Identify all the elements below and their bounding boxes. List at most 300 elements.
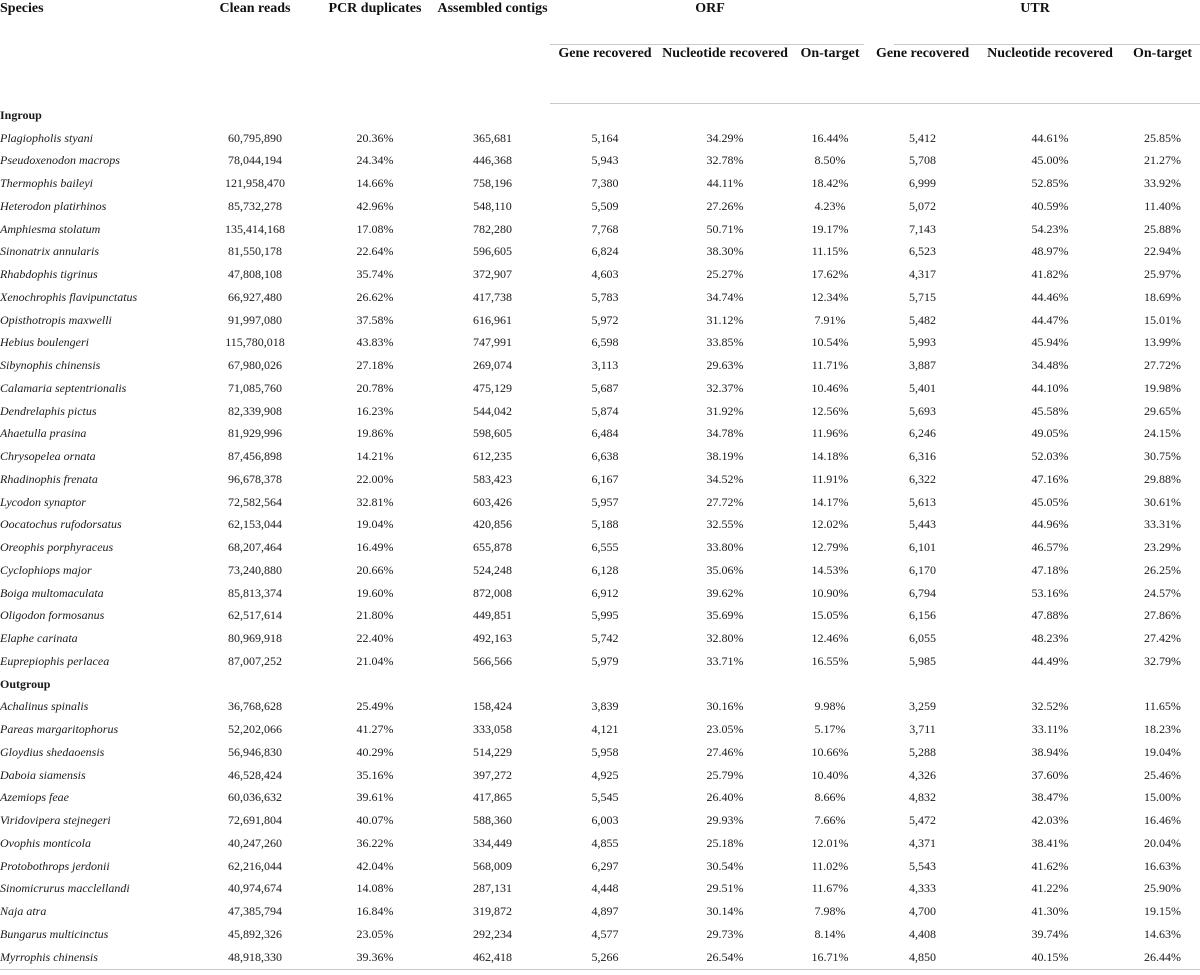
cell-pcr-duplicates: 14.21% bbox=[356, 449, 394, 464]
cell-orf-on-target: 8.66% bbox=[814, 790, 846, 805]
cell-orf-on-target: 16.44% bbox=[811, 130, 849, 145]
cell-orf-gene-recovered: 5,957 bbox=[591, 494, 619, 509]
cell-orf-nucleotide-recovered: 38.30% bbox=[706, 244, 744, 259]
cell-pcr-duplicates: 16.84% bbox=[356, 904, 394, 919]
cell-clean-reads: 91,997,080 bbox=[228, 312, 282, 327]
cell-utr-on-target: 15.00% bbox=[1144, 790, 1182, 805]
cell-clean-reads: 121,958,470 bbox=[225, 176, 285, 191]
cell-utr-on-target: 25.46% bbox=[1144, 767, 1182, 782]
cell-utr-nucleotide-recovered: 53.16% bbox=[1031, 585, 1069, 600]
cell-clean-reads: 78,044,194 bbox=[228, 153, 282, 168]
table-row bbox=[0, 400, 1200, 423]
cell-orf-on-target: 14.17% bbox=[811, 494, 849, 509]
cell-orf-on-target: 4.23% bbox=[814, 198, 846, 213]
header-utr-on-target: On-target bbox=[1125, 45, 1200, 104]
table-row bbox=[0, 832, 1200, 855]
cell-orf-on-target: 15.05% bbox=[811, 608, 849, 623]
cell-utr-on-target: 20.04% bbox=[1144, 835, 1182, 850]
cell-utr-gene-recovered: 5,412 bbox=[909, 130, 937, 145]
cell-species: Cyclophiops major bbox=[0, 562, 92, 577]
cell-orf-on-target: 7.66% bbox=[814, 813, 846, 828]
cell-orf-nucleotide-recovered: 33.80% bbox=[706, 540, 744, 555]
cell-clean-reads: 81,929,996 bbox=[228, 426, 282, 441]
table-row bbox=[0, 809, 1200, 832]
cell-utr-nucleotide-recovered: 42.03% bbox=[1031, 813, 1069, 828]
cell-utr-on-target: 27.72% bbox=[1144, 358, 1182, 373]
cell-orf-gene-recovered: 6,555 bbox=[591, 540, 619, 555]
cell-utr-gene-recovered: 4,832 bbox=[909, 790, 937, 805]
cell-clean-reads: 66,927,480 bbox=[228, 289, 282, 304]
cell-clean-reads: 52,202,066 bbox=[228, 722, 282, 737]
cell-orf-gene-recovered: 4,925 bbox=[591, 767, 619, 782]
cell-assembled-contigs: 292,234 bbox=[473, 926, 512, 941]
cell-clean-reads: 62,517,614 bbox=[228, 608, 282, 623]
cell-clean-reads: 96,678,378 bbox=[228, 471, 282, 486]
cell-orf-nucleotide-recovered: 39.62% bbox=[706, 585, 744, 600]
cell-utr-gene-recovered: 4,850 bbox=[870, 946, 975, 969]
cell-orf-gene-recovered: 5,545 bbox=[591, 790, 619, 805]
cell-clean-reads: 47,808,108 bbox=[228, 267, 282, 282]
cell-utr-nucleotide-recovered: 49.05% bbox=[1031, 426, 1069, 441]
cell-utr-nucleotide-recovered: 41.62% bbox=[1031, 858, 1069, 873]
cell-orf-nucleotide-recovered: 31.92% bbox=[706, 403, 744, 418]
cell-pcr-duplicates: 19.86% bbox=[356, 426, 394, 441]
group-label: Outgroup bbox=[0, 676, 51, 691]
cell-utr-nucleotide-recovered: 44.49% bbox=[1031, 653, 1069, 668]
cell-utr-on-target: 22.94% bbox=[1144, 244, 1182, 259]
cell-assembled-contigs: 492,163 bbox=[473, 631, 512, 646]
cell-orf-on-target: 8.14% bbox=[814, 926, 846, 941]
cell-utr-on-target: 27.42% bbox=[1144, 631, 1182, 646]
cell-utr-on-target: 26.44% bbox=[1125, 946, 1200, 969]
cell-utr-gene-recovered: 4,326 bbox=[909, 767, 937, 782]
cell-orf-nucleotide-recovered: 33.85% bbox=[706, 335, 744, 350]
cell-species: Ahaetulla prasina bbox=[0, 426, 87, 441]
cell-species: Plagiopholis styani bbox=[0, 130, 93, 145]
cell-clean-reads: 81,550,178 bbox=[228, 244, 282, 259]
cell-orf-on-target: 5.17% bbox=[814, 722, 846, 737]
header-orf-on-target: On-target bbox=[790, 45, 870, 104]
cell-orf-gene-recovered: 6,297 bbox=[591, 858, 619, 873]
cell-utr-on-target: 30.61% bbox=[1144, 494, 1182, 509]
cell-utr-on-target: 24.57% bbox=[1144, 585, 1182, 600]
cell-orf-on-target: 7.91% bbox=[814, 312, 846, 327]
cell-clean-reads: 36,768,628 bbox=[228, 699, 282, 714]
cell-utr-on-target: 25.85% bbox=[1144, 130, 1182, 145]
cell-orf-nucleotide-recovered: 25.27% bbox=[706, 267, 744, 282]
cell-utr-gene-recovered: 7,143 bbox=[909, 221, 937, 236]
cell-assembled-contigs: 603,426 bbox=[473, 494, 512, 509]
cell-orf-nucleotide-recovered: 25.18% bbox=[706, 835, 744, 850]
cell-assembled-contigs: 397,272 bbox=[473, 767, 512, 782]
cell-orf-gene-recovered: 5,972 bbox=[591, 312, 619, 327]
cell-orf-on-target: 19.17% bbox=[811, 221, 849, 236]
cell-utr-nucleotide-recovered: 44.61% bbox=[1031, 130, 1069, 145]
cell-utr-nucleotide-recovered: 38.41% bbox=[1031, 835, 1069, 850]
cell-utr-gene-recovered: 5,708 bbox=[909, 153, 937, 168]
table-row bbox=[0, 241, 1200, 264]
cell-assembled-contigs: 782,280 bbox=[473, 221, 512, 236]
cell-assembled-contigs: 583,423 bbox=[473, 471, 512, 486]
table-row bbox=[0, 582, 1200, 605]
cell-utr-nucleotide-recovered: 34.48% bbox=[1031, 358, 1069, 373]
cell-assembled-contigs: 758,196 bbox=[473, 176, 512, 191]
cell-pcr-duplicates: 22.40% bbox=[356, 631, 394, 646]
cell-species: Achalinus spinalis bbox=[0, 699, 89, 714]
cell-species: Heterodon platirhinos bbox=[0, 198, 107, 213]
cell-utr-gene-recovered: 6,794 bbox=[909, 585, 937, 600]
cell-pcr-duplicates: 16.23% bbox=[356, 403, 394, 418]
cell-orf-on-target: 11.67% bbox=[811, 881, 849, 896]
header-orf: ORF bbox=[550, 0, 870, 45]
cell-orf-gene-recovered: 5,164 bbox=[591, 130, 619, 145]
cell-clean-reads: 135,414,168 bbox=[225, 221, 285, 236]
table-row bbox=[0, 423, 1200, 446]
table-row bbox=[0, 514, 1200, 537]
table-row bbox=[0, 696, 1200, 719]
cell-pcr-duplicates: 41.27% bbox=[356, 722, 394, 737]
cell-orf-gene-recovered: 5,509 bbox=[591, 198, 619, 213]
cell-species: Thermophis baileyi bbox=[0, 176, 93, 191]
cell-orf-on-target: 12.56% bbox=[811, 403, 849, 418]
cell-assembled-contigs: 616,961 bbox=[473, 312, 512, 327]
cell-clean-reads: 62,216,044 bbox=[228, 858, 282, 873]
cell-orf-on-target: 11.91% bbox=[811, 471, 849, 486]
cell-orf-nucleotide-recovered: 29.51% bbox=[706, 881, 744, 896]
cell-orf-nucleotide-recovered: 30.54% bbox=[706, 858, 744, 873]
cell-utr-nucleotide-recovered: 45.94% bbox=[1031, 335, 1069, 350]
cell-utr-nucleotide-recovered: 44.96% bbox=[1031, 517, 1069, 532]
cell-orf-nucleotide-recovered: 23.05% bbox=[706, 722, 744, 737]
cell-assembled-contigs: 417,738 bbox=[473, 289, 512, 304]
header-species: Species bbox=[0, 1, 44, 16]
cell-utr-on-target: 25.88% bbox=[1144, 221, 1182, 236]
cell-species: Calamaria septentrionalis bbox=[0, 380, 127, 395]
cell-utr-on-target: 30.75% bbox=[1144, 449, 1182, 464]
cell-utr-on-target: 18.23% bbox=[1144, 722, 1182, 737]
table-row bbox=[0, 468, 1200, 491]
table-row bbox=[0, 764, 1200, 787]
cell-orf-nucleotide-recovered: 38.19% bbox=[706, 449, 744, 464]
cell-utr-nucleotide-recovered: 47.16% bbox=[1031, 471, 1069, 486]
cell-utr-gene-recovered: 5,072 bbox=[909, 198, 937, 213]
cell-utr-on-target: 19.98% bbox=[1144, 380, 1182, 395]
table-row bbox=[0, 263, 1200, 286]
table-row bbox=[0, 172, 1200, 195]
table-row bbox=[0, 787, 1200, 810]
table-row bbox=[0, 536, 1200, 559]
cell-species: Dendrelaphis pictus bbox=[0, 403, 97, 418]
cell-orf-gene-recovered: 4,897 bbox=[591, 904, 619, 919]
cell-utr-nucleotide-recovered: 54.23% bbox=[1031, 221, 1069, 236]
table-body bbox=[0, 104, 1200, 970]
cell-clean-reads: 68,207,464 bbox=[228, 540, 282, 555]
cell-utr-gene-recovered: 6,523 bbox=[909, 244, 937, 259]
cell-assembled-contigs: 598,605 bbox=[473, 426, 512, 441]
cell-orf-nucleotide-recovered: 31.12% bbox=[706, 312, 744, 327]
cell-utr-nucleotide-recovered: 46.57% bbox=[1031, 540, 1069, 555]
table-row bbox=[0, 900, 1200, 923]
cell-assembled-contigs: 475,129 bbox=[473, 380, 512, 395]
cell-clean-reads: 87,007,252 bbox=[228, 653, 282, 668]
cell-pcr-duplicates: 35.74% bbox=[356, 267, 394, 282]
cell-orf-nucleotide-recovered: 50.71% bbox=[706, 221, 744, 236]
cell-pcr-duplicates: 27.18% bbox=[356, 358, 394, 373]
cell-pcr-duplicates: 32.81% bbox=[356, 494, 394, 509]
cell-orf-nucleotide-recovered: 34.74% bbox=[706, 289, 744, 304]
cell-pcr-duplicates: 39.61% bbox=[356, 790, 394, 805]
cell-orf-nucleotide-recovered: 35.69% bbox=[706, 608, 744, 623]
cell-orf-gene-recovered: 5,874 bbox=[591, 403, 619, 418]
cell-orf-nucleotide-recovered: 27.26% bbox=[706, 198, 744, 213]
cell-orf-gene-recovered: 3,113 bbox=[591, 358, 619, 373]
cell-clean-reads: 60,795,890 bbox=[228, 130, 282, 145]
cell-orf-on-target: 11.71% bbox=[811, 358, 849, 373]
cell-pcr-duplicates: 39.36% bbox=[315, 946, 435, 969]
cell-orf-nucleotide-recovered: 34.29% bbox=[706, 130, 744, 145]
cell-clean-reads: 62,153,044 bbox=[228, 517, 282, 532]
header-utr: UTR bbox=[870, 0, 1200, 45]
table-row bbox=[0, 741, 1200, 764]
cell-orf-gene-recovered: 5,742 bbox=[591, 631, 619, 646]
table-row bbox=[0, 559, 1200, 582]
cell-utr-gene-recovered: 6,322 bbox=[909, 471, 937, 486]
cell-orf-on-target: 12.02% bbox=[811, 517, 849, 532]
cell-utr-on-target: 11.65% bbox=[1144, 699, 1181, 714]
cell-orf-on-target: 14.18% bbox=[811, 449, 849, 464]
cell-orf-gene-recovered: 4,448 bbox=[591, 881, 619, 896]
cell-utr-on-target: 29.65% bbox=[1144, 403, 1182, 418]
cell-orf-on-target: 7.98% bbox=[814, 904, 846, 919]
cell-assembled-contigs: 462,418 bbox=[435, 946, 550, 969]
cell-clean-reads: 48,918,330 bbox=[195, 946, 315, 969]
cell-utr-nucleotide-recovered: 44.47% bbox=[1031, 312, 1069, 327]
cell-assembled-contigs: 548,110 bbox=[473, 198, 512, 213]
cell-orf-gene-recovered: 7,380 bbox=[591, 176, 619, 191]
cell-pcr-duplicates: 37.58% bbox=[356, 312, 394, 327]
cell-orf-nucleotide-recovered: 34.78% bbox=[706, 426, 744, 441]
cell-pcr-duplicates: 20.36% bbox=[356, 130, 394, 145]
cell-utr-on-target: 14.63% bbox=[1144, 926, 1182, 941]
cell-orf-nucleotide-recovered: 33.71% bbox=[706, 653, 744, 668]
cell-utr-on-target: 26.25% bbox=[1144, 562, 1182, 577]
cell-utr-gene-recovered: 4,371 bbox=[909, 835, 937, 850]
cell-utr-on-target: 24.15% bbox=[1144, 426, 1182, 441]
cell-utr-on-target: 29.88% bbox=[1144, 471, 1182, 486]
cell-utr-nucleotide-recovered: 39.74% bbox=[1031, 926, 1069, 941]
cell-species: Xenochrophis flavipunctatus bbox=[0, 289, 138, 304]
cell-species: Amphiesma stolatum bbox=[0, 221, 101, 236]
cell-utr-on-target: 13.99% bbox=[1144, 335, 1182, 350]
cell-species: Boiga multomaculata bbox=[0, 585, 104, 600]
cell-species: Rhadinophis frenata bbox=[0, 471, 98, 486]
cell-orf-nucleotide-recovered: 27.72% bbox=[706, 494, 744, 509]
cell-utr-nucleotide-recovered: 40.59% bbox=[1031, 198, 1069, 213]
cell-utr-on-target: 19.15% bbox=[1144, 904, 1182, 919]
cell-orf-gene-recovered: 4,577 bbox=[591, 926, 619, 941]
cell-utr-gene-recovered: 6,999 bbox=[909, 176, 937, 191]
cell-species: Myrrophis chinensis bbox=[0, 946, 195, 969]
cell-species: Euprepiophis perlacea bbox=[0, 653, 110, 668]
cell-orf-on-target: 12.46% bbox=[811, 631, 849, 646]
cell-clean-reads: 80,969,918 bbox=[228, 631, 282, 646]
cell-orf-nucleotide-recovered: 32.55% bbox=[706, 517, 744, 532]
cell-utr-nucleotide-recovered: 45.58% bbox=[1031, 403, 1069, 418]
cell-utr-gene-recovered: 3,887 bbox=[909, 358, 937, 373]
cell-utr-nucleotide-recovered: 52.85% bbox=[1031, 176, 1069, 191]
cell-clean-reads: 72,582,564 bbox=[228, 494, 282, 509]
cell-orf-nucleotide-recovered: 29.63% bbox=[706, 358, 744, 373]
cell-species: Sinomicrurus macclellandi bbox=[0, 881, 130, 896]
cell-utr-gene-recovered: 5,401 bbox=[909, 380, 937, 395]
cell-species: Naja atra bbox=[0, 904, 47, 919]
cell-assembled-contigs: 365,681 bbox=[473, 130, 512, 145]
cell-utr-nucleotide-recovered: 44.46% bbox=[1031, 289, 1069, 304]
cell-orf-on-target: 16.55% bbox=[811, 653, 849, 668]
cell-species: Chrysopelea ornata bbox=[0, 449, 96, 464]
cell-assembled-contigs: 372,907 bbox=[473, 267, 512, 282]
cell-species: Daboia siamensis bbox=[0, 767, 86, 782]
cell-orf-on-target: 9.98% bbox=[814, 699, 846, 714]
cell-species: Pseudoxenodon macrops bbox=[0, 153, 120, 168]
table-row bbox=[0, 491, 1200, 514]
cell-utr-on-target: 19.04% bbox=[1144, 744, 1182, 759]
cell-pcr-duplicates: 20.78% bbox=[356, 380, 394, 395]
cell-pcr-duplicates: 19.04% bbox=[356, 517, 394, 532]
table-row bbox=[0, 878, 1200, 901]
group-row bbox=[0, 104, 1200, 127]
cell-utr-gene-recovered: 4,317 bbox=[909, 267, 937, 282]
cell-orf-on-target: 10.40% bbox=[811, 767, 849, 782]
table-row bbox=[0, 309, 1200, 332]
cell-utr-on-target: 27.86% bbox=[1144, 608, 1182, 623]
table-row bbox=[0, 627, 1200, 650]
cell-orf-on-target: 16.71% bbox=[790, 946, 870, 969]
cell-orf-gene-recovered: 6,128 bbox=[591, 562, 619, 577]
cell-utr-nucleotide-recovered: 41.22% bbox=[1031, 881, 1069, 896]
cell-assembled-contigs: 524,248 bbox=[473, 562, 512, 577]
cell-orf-nucleotide-recovered: 44.11% bbox=[706, 176, 744, 191]
cell-utr-nucleotide-recovered: 38.47% bbox=[1031, 790, 1069, 805]
cell-assembled-contigs: 417,865 bbox=[473, 790, 512, 805]
cell-orf-on-target: 14.53% bbox=[811, 562, 849, 577]
cell-orf-gene-recovered: 5,979 bbox=[591, 653, 619, 668]
cell-pcr-duplicates: 42.04% bbox=[356, 858, 394, 873]
cell-species: Pareas margaritophorus bbox=[0, 722, 119, 737]
cell-orf-on-target: 10.54% bbox=[811, 335, 849, 350]
cell-utr-gene-recovered: 5,613 bbox=[909, 494, 937, 509]
cell-orf-gene-recovered: 5,958 bbox=[591, 744, 619, 759]
cell-pcr-duplicates: 25.49% bbox=[356, 699, 394, 714]
cell-clean-reads: 82,339,908 bbox=[228, 403, 282, 418]
cell-clean-reads: 40,974,674 bbox=[228, 881, 282, 896]
cell-utr-gene-recovered: 5,472 bbox=[909, 813, 937, 828]
cell-pcr-duplicates: 26.62% bbox=[356, 289, 394, 304]
table-row bbox=[0, 855, 1200, 878]
cell-assembled-contigs: 319,872 bbox=[473, 904, 512, 919]
cell-orf-gene-recovered: 6,484 bbox=[591, 426, 619, 441]
cell-orf-gene-recovered: 6,598 bbox=[591, 335, 619, 350]
cell-species: Opisthotropis maxwelli bbox=[0, 312, 112, 327]
cell-utr-nucleotide-recovered: 47.18% bbox=[1031, 562, 1069, 577]
cell-utr-nucleotide-recovered: 48.97% bbox=[1031, 244, 1069, 259]
cell-pcr-duplicates: 22.64% bbox=[356, 244, 394, 259]
cell-utr-gene-recovered: 5,288 bbox=[909, 744, 937, 759]
cell-species: Ovophis monticola bbox=[0, 835, 91, 850]
cell-orf-nucleotide-recovered: 29.93% bbox=[706, 813, 744, 828]
cell-pcr-duplicates: 21.04% bbox=[356, 653, 394, 668]
cell-assembled-contigs: 449,851 bbox=[473, 608, 512, 623]
cell-orf-gene-recovered: 4,855 bbox=[591, 835, 619, 850]
cell-species: Azemiops feae bbox=[0, 790, 69, 805]
cell-pcr-duplicates: 43.83% bbox=[356, 335, 394, 350]
table-row bbox=[0, 445, 1200, 468]
table-row bbox=[0, 718, 1200, 741]
cell-assembled-contigs: 612,235 bbox=[473, 449, 512, 464]
cell-utr-nucleotide-recovered: 44.10% bbox=[1031, 380, 1069, 395]
cell-orf-on-target: 12.34% bbox=[811, 289, 849, 304]
cell-assembled-contigs: 269,074 bbox=[473, 358, 512, 373]
table-row bbox=[0, 377, 1200, 400]
cell-assembled-contigs: 588,360 bbox=[473, 813, 512, 828]
cell-pcr-duplicates: 21.80% bbox=[356, 608, 394, 623]
cell-utr-gene-recovered: 5,985 bbox=[909, 653, 937, 668]
cell-utr-on-target: 18.69% bbox=[1144, 289, 1182, 304]
cell-assembled-contigs: 446,368 bbox=[473, 153, 512, 168]
cell-clean-reads: 46,528,424 bbox=[228, 767, 282, 782]
cell-utr-gene-recovered: 5,543 bbox=[909, 858, 937, 873]
cell-species: Protobothrops jerdonii bbox=[0, 858, 110, 873]
cell-utr-nucleotide-recovered: 38.94% bbox=[1031, 744, 1069, 759]
cell-species: Viridovipera stejnegeri bbox=[0, 813, 111, 828]
cell-utr-gene-recovered: 4,700 bbox=[909, 904, 937, 919]
cell-orf-nucleotide-recovered: 32.37% bbox=[706, 380, 744, 395]
table-row bbox=[0, 650, 1200, 673]
cell-orf-on-target: 17.62% bbox=[811, 267, 849, 282]
cell-utr-nucleotide-recovered: 52.03% bbox=[1031, 449, 1069, 464]
cell-species: Lycodon synaptor bbox=[0, 494, 86, 509]
table-row bbox=[0, 127, 1200, 150]
cell-utr-gene-recovered: 5,482 bbox=[909, 312, 937, 327]
cell-clean-reads: 115,780,018 bbox=[225, 335, 285, 350]
cell-species: Oligodon formosanus bbox=[0, 608, 105, 623]
cell-utr-nucleotide-recovered: 45.00% bbox=[1031, 153, 1069, 168]
cell-assembled-contigs: 747,991 bbox=[473, 335, 512, 350]
cell-pcr-duplicates: 23.05% bbox=[356, 926, 394, 941]
cell-utr-gene-recovered: 6,316 bbox=[909, 449, 937, 464]
cell-orf-gene-recovered: 5,687 bbox=[591, 380, 619, 395]
cell-orf-nucleotide-recovered: 32.78% bbox=[706, 153, 744, 168]
cell-utr-on-target: 11.40% bbox=[1144, 198, 1181, 213]
cell-species: Bungarus multicinctus bbox=[0, 926, 109, 941]
cell-orf-on-target: 12.01% bbox=[811, 835, 849, 850]
cell-pcr-duplicates: 16.49% bbox=[356, 540, 394, 555]
cell-orf-gene-recovered: 5,995 bbox=[591, 608, 619, 623]
group-row bbox=[0, 673, 1200, 696]
cell-orf-gene-recovered: 6,003 bbox=[591, 813, 619, 828]
table-row bbox=[0, 354, 1200, 377]
header-assembled-contigs: Assembled contigs bbox=[437, 1, 548, 16]
cell-utr-gene-recovered: 6,246 bbox=[909, 426, 937, 441]
cell-clean-reads: 56,946,830 bbox=[228, 744, 282, 759]
table-row bbox=[0, 150, 1200, 173]
cell-orf-on-target: 8.50% bbox=[814, 153, 846, 168]
cell-utr-nucleotide-recovered: 32.52% bbox=[1031, 699, 1069, 714]
cell-assembled-contigs: 655,878 bbox=[473, 540, 512, 555]
table-row bbox=[0, 946, 1200, 969]
cell-utr-nucleotide-recovered: 41.82% bbox=[1031, 267, 1069, 282]
cell-pcr-duplicates: 14.66% bbox=[356, 176, 394, 191]
